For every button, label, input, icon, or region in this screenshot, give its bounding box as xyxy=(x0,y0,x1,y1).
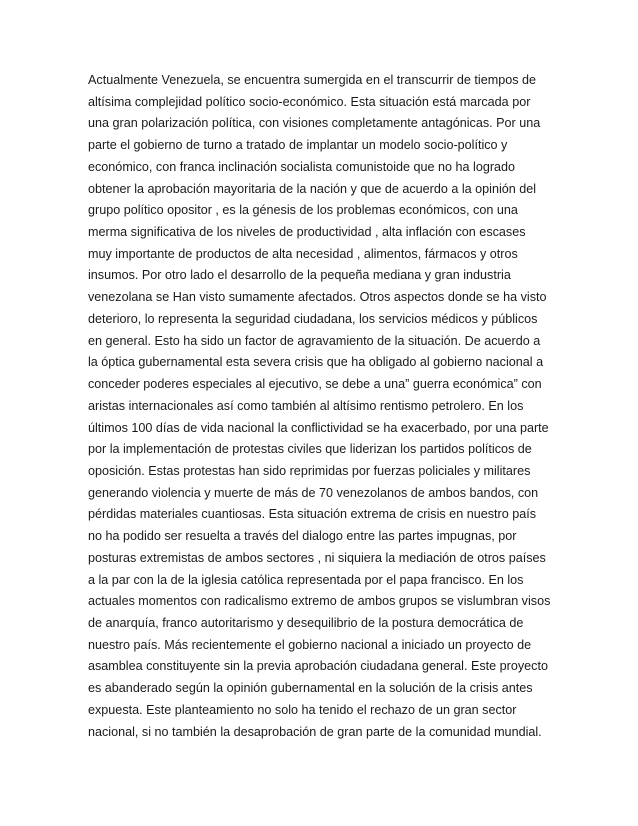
paragraph-line: es abanderado según la opinión gubernamental en la solución de la crisis antes xyxy=(88,681,533,696)
paragraph-line: nacional, si no también la desaprobación de gran parte de la comunidad mundial. xyxy=(88,724,542,739)
paragraph-line: Actualmente Venezuela, se encuentra sumergida en el transcurrir de tiempos de xyxy=(88,73,537,87)
paragraph-line: nuestro país. Más recientemente el gobierno nacional a iniciado un proyecto de xyxy=(88,637,532,652)
paragraph-line: aristas internacionales así como también al altísimo rentismo petrolero. En los xyxy=(88,398,524,413)
paragraph-line: merma significativa de los niveles de productividad , alta inflación con escases xyxy=(88,225,526,240)
paragraph-line: de anarquía, franco autoritarismo y desequilibrio de la postura democrática de xyxy=(88,615,524,630)
paragraph xyxy=(88,70,550,743)
paragraph-line: parte el gobierno de turno a tratado de implantar un modelo socio-político y xyxy=(88,138,508,153)
paragraph-line: conceder poderes especiales al ejecutivo, se debe a una” guerra económica” con xyxy=(88,377,542,392)
paragraph-line: expuesta. Este planteamiento no solo ha tenido el rechazo de un gran sector xyxy=(88,702,517,717)
paragraph-line: últimos 100 días de vida nacional la conflictividad se ha exacerbado, por una parte xyxy=(88,420,549,435)
paragraph-line: a la par con la de la iglesia católica representada por el papa francisco. En los xyxy=(88,572,524,587)
paragraph-line: actuales momentos con radicalismo extremo de ambos grupos se vislumbran visos xyxy=(88,594,551,609)
paragraph-line: pérdidas materiales cuantiosas. Esta situación extrema de crisis en nuestro país xyxy=(88,507,537,522)
paragraph-line: obtener la aprobación mayoritaria de la nación y que de acuerdo a la opinión del xyxy=(88,181,537,196)
paragraph-line: deterioro, lo representa la seguridad ciudadana, los servicios médicos y públicos xyxy=(88,311,538,326)
paragraph-line: oposición. Estas protestas han sido reprimidas por fuerzas policiales y militares xyxy=(88,463,531,478)
paragraph-line: económico, con franca inclinación socialista comunistoide que no ha logrado xyxy=(88,159,516,174)
paragraph-line: insumos. Por otro lado el desarrollo de la pequeña mediana y gran industria xyxy=(88,268,511,283)
paragraph-line: muy importante de productos de alta necesidad , alimentos, fármacos y otros xyxy=(88,246,518,261)
paragraph-line: asamblea constituyente sin la previa aprobación ciudadana general. Este proyecto xyxy=(88,659,548,674)
paragraph-line: generando violencia y muerte de más de 70 venezolanos de ambos bandos, con xyxy=(88,485,539,500)
paragraph-line: grupo político opositor , es la génesis de los problemas económicos, con una xyxy=(88,203,518,218)
paragraph-line: venezolana se Han visto sumamente afectados. Otros aspectos donde se ha visto xyxy=(88,290,547,305)
paragraph-line: una gran polarización política, con visiones completamente antagónicas. Por una xyxy=(88,116,541,131)
paragraph-line: no ha podido ser resuelta a través del dialogo entre las partes impugnas, por xyxy=(88,529,517,544)
paragraph-line: en general. Esto ha sido un factor de agravamiento de la situación. De acuerdo a xyxy=(88,333,541,348)
paragraph-line: altísima complejidad político socio-económico. Esta situación está marcada por xyxy=(88,94,531,109)
paragraph-line: por la implementación de protestas civiles que liderizan los partidos políticos de xyxy=(88,442,532,457)
paragraph-line: posturas extremistas de ambos sectores , ni siquiera la mediación de otros países xyxy=(88,550,546,565)
paragraph-line: la óptica gubernamental esta severa crisis que ha obligado al gobierno nacional a xyxy=(88,355,544,370)
